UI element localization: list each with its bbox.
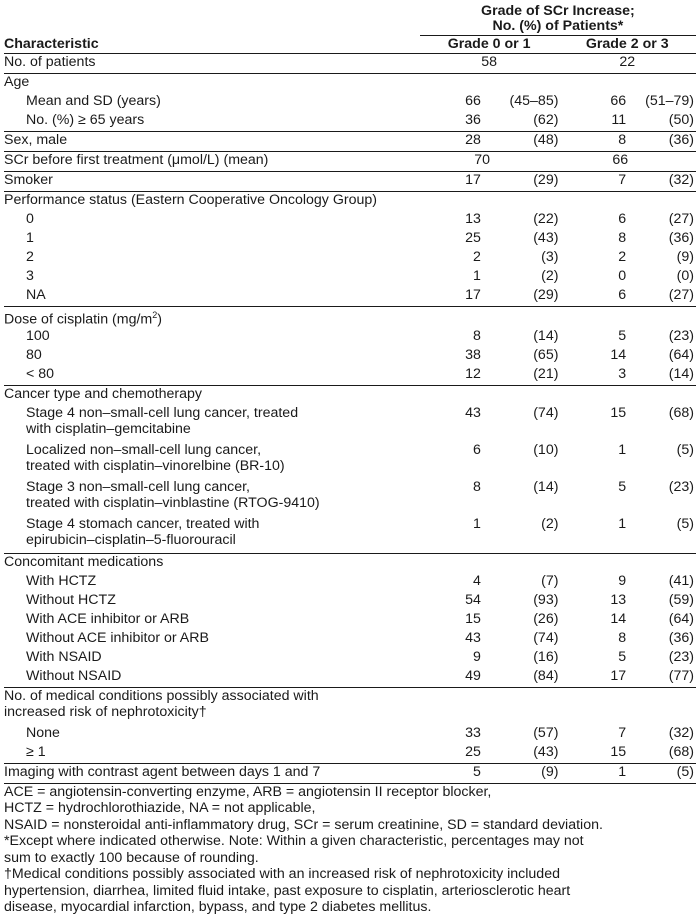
row-label: No. (%) ≥ 65 years (4, 112, 420, 132)
row-label (4, 442, 420, 479)
cell-count: 8 (473, 327, 481, 344)
cell-percent: (9) (676, 248, 694, 265)
cell-percent: (21) (487, 366, 559, 386)
row-label-line: with cisplatin–gemcitabine (26, 421, 191, 438)
cell-percent: (41) (668, 572, 694, 589)
cell-percent: (36) (632, 131, 696, 151)
cell-count: 1 (618, 441, 627, 458)
row-label: < 80 (4, 366, 420, 386)
cell-percent: (2) (487, 516, 559, 554)
footnotes (4, 783, 696, 916)
cell-count: 8 (618, 229, 627, 246)
cell-percent: (32) (632, 171, 696, 191)
table-row (4, 347, 696, 366)
cell-count: 66 (610, 92, 627, 109)
cell-percent: (32) (668, 724, 694, 741)
cell-percent: (2) (541, 267, 559, 284)
cell-count: 49 (420, 668, 487, 688)
header-row-group (4, 4, 696, 36)
row-label-line: treated with cisplatin–vinblastine (RTOG-9410) (26, 495, 320, 512)
cell-count: 14 (610, 346, 627, 363)
section-header-row (4, 553, 696, 573)
cell-value: 58 (420, 53, 559, 73)
section-label-close: ) (157, 311, 162, 328)
section-header-row (4, 191, 696, 211)
row-label: ≥ 1 (4, 744, 420, 764)
table-row (4, 211, 696, 230)
cell-count: 28 (420, 131, 487, 151)
characteristic-header: Characteristic (4, 36, 420, 54)
cell-percent: (10) (533, 441, 559, 458)
cell-percent: (3) (541, 248, 559, 265)
cell-count: 38 (465, 346, 481, 363)
cell-count: 14 (610, 610, 627, 627)
superscript: 2 (152, 309, 158, 320)
section-header-row (4, 73, 696, 93)
table-row (4, 744, 696, 764)
grade23-header: Grade 2 or 3 (558, 36, 696, 54)
cell-percent: (14) (533, 478, 559, 495)
row-label: No. of patients (4, 53, 420, 73)
cell-count: 0 (618, 267, 627, 284)
cell-percent: (77) (632, 668, 696, 688)
cell-percent: (43) (487, 744, 559, 764)
row-label: None (26, 724, 60, 741)
cell-percent: (74) (533, 404, 559, 421)
row-label-line: epirubicin–cisplatin–5-fluorouracil (26, 532, 236, 549)
cell-percent: (0) (676, 267, 694, 284)
cell-count: 8 (558, 131, 632, 151)
row-label: 3 (26, 267, 34, 284)
footnote-asterisk: *Except where indicated otherwise. Note: Within a given characteristic, percentages may not (4, 833, 584, 850)
row-label-line: treated with cisplatin–vinorelbine (BR-10) (26, 458, 285, 475)
cell-count: 25 (465, 229, 481, 246)
section-header-row (4, 687, 696, 725)
table-row (4, 131, 696, 151)
row-label: Imaging with contrast agent between days 1 and 7 (4, 763, 420, 783)
row-label: SCr before first treatment (μmol/L) (mean) (4, 151, 420, 171)
cell-count: 2 (618, 248, 627, 265)
section-label: Age (4, 73, 30, 90)
cell-percent: (36) (668, 629, 694, 646)
section-label-line: No. of medical conditions possibly associated with (4, 687, 319, 704)
table-row (4, 151, 696, 171)
table-row (4, 592, 696, 611)
table-row (4, 366, 696, 386)
section-label-text: Dose of cisplatin (mg/m (4, 311, 153, 328)
cell-count: 5 (420, 763, 487, 783)
table-row (4, 725, 696, 744)
row-label: Smoker (4, 171, 420, 191)
cell-count: 43 (465, 404, 481, 421)
cell-count: 36 (420, 112, 487, 132)
table-row (4, 268, 696, 287)
cell-count: 17 (558, 668, 632, 688)
row-label-line: Stage 3 non–small-cell lung cancer, (26, 478, 250, 495)
table-row (4, 649, 696, 668)
cell-value: 66 (558, 151, 696, 171)
table-row (4, 53, 696, 73)
table-row (4, 249, 696, 268)
row-label (4, 516, 420, 554)
table-row (4, 479, 696, 516)
grade-group-header (420, 4, 696, 36)
cell-count: 4 (473, 572, 481, 589)
cell-percent: (9) (487, 763, 559, 783)
cell-count: 15 (465, 610, 481, 627)
row-label: Without HCTZ (26, 591, 116, 608)
table-row (4, 763, 696, 783)
cell-count: 1 (420, 516, 487, 554)
cell-count: 2 (473, 248, 481, 265)
cell-count: 5 (618, 648, 627, 665)
header-row-columns (4, 36, 696, 54)
cell-percent: (43) (533, 229, 559, 246)
cell-percent: (5) (632, 516, 696, 554)
cell-percent: (45–85) (509, 92, 559, 109)
section-label-line: increased risk of nephrotoxicity† (4, 704, 207, 721)
table-row (4, 442, 696, 479)
table-row (4, 93, 696, 112)
cell-percent: (27) (632, 287, 696, 307)
row-label-line: Localized non–small-cell lung cancer, (26, 441, 262, 458)
cell-count: 15 (558, 744, 632, 764)
cell-percent: (51–79) (645, 92, 694, 109)
cell-percent: (22) (533, 210, 559, 227)
cell-count: 1 (473, 267, 481, 284)
table-row (4, 630, 696, 649)
row-label-line: Stage 4 stomach cancer, treated with (26, 515, 260, 532)
cell-percent: (16) (533, 648, 559, 665)
section-header-row (4, 306, 696, 328)
cell-count: 8 (618, 629, 627, 646)
cell-count: 17 (420, 287, 487, 307)
cell-percent: (68) (668, 404, 694, 421)
table-row (4, 405, 696, 442)
row-label: 2 (26, 248, 34, 265)
cell-percent: (36) (668, 229, 694, 246)
cell-percent: (14) (533, 327, 559, 344)
footnote-dagger: †Medical conditions possibly associated with an increased risk of nephrotoxicity included (4, 866, 560, 883)
table-row (4, 573, 696, 592)
footnote-abbreviations: HCTZ = hydrochlorothiazide, NA = not applicable, (4, 800, 316, 817)
cell-count: 66 (465, 92, 481, 109)
cell-count: 5 (618, 478, 627, 495)
cell-count: 13 (465, 210, 481, 227)
table-row (4, 516, 696, 554)
footnote-dagger: hypertension, diarrhea, limited fluid intake, past exposure to cisplatin, arteriosclerotic heart (4, 882, 571, 899)
table-row (4, 668, 696, 688)
footnote-dagger: disease, myocardial infarction, bypass, and type 2 diabetes mellitus. (4, 899, 432, 916)
footnote-abbreviations: ACE = angiotensin-converting enzyme, ARB = angiotensin II receptor blocker, (4, 783, 492, 800)
row-label: Mean and SD (years) (26, 92, 161, 109)
cell-count: 7 (618, 724, 627, 741)
cell-percent: (29) (487, 171, 559, 191)
cell-count: 6 (473, 441, 481, 458)
footnote-asterisk: sum to exactly 100 because of rounding. (4, 849, 259, 866)
cell-count: 1 (558, 516, 632, 554)
row-label (4, 479, 420, 516)
row-label: Without ACE inhibitor or ARB (26, 629, 209, 646)
cell-percent: (62) (487, 112, 559, 132)
cell-count: 9 (618, 572, 627, 589)
table-row (4, 112, 696, 132)
cell-count: 15 (610, 404, 627, 421)
cell-percent: (23) (668, 478, 694, 495)
cell-percent: (14) (632, 366, 696, 386)
cell-percent: (26) (533, 610, 559, 627)
cell-percent: (23) (668, 327, 694, 344)
row-label: 0 (26, 210, 34, 227)
grade01-header: Grade 0 or 1 (420, 36, 559, 54)
section-label: Performance status (Eastern Cooperative Oncology Group) (4, 191, 377, 208)
cell-percent: (50) (632, 112, 696, 132)
cell-percent: (93) (533, 591, 559, 608)
cell-count: 1 (558, 763, 632, 783)
cell-percent: (5) (676, 441, 694, 458)
cell-percent: (29) (487, 287, 559, 307)
section-label (4, 306, 696, 328)
cell-count: 8 (473, 478, 481, 495)
cell-percent: (48) (487, 131, 559, 151)
cell-count: 43 (465, 629, 481, 646)
cell-percent: (7) (541, 572, 559, 589)
cell-value: 70 (420, 151, 559, 171)
cell-percent: (64) (668, 610, 694, 627)
section-label: Cancer type and chemotherapy (4, 385, 202, 402)
cell-count: 6 (618, 210, 627, 227)
section-label (4, 687, 696, 725)
row-label: 80 (26, 346, 42, 363)
cell-percent: (5) (632, 763, 696, 783)
cell-count: 6 (558, 287, 632, 307)
footnote-row (4, 783, 696, 916)
cell-percent: (27) (668, 210, 694, 227)
cell-count: 25 (420, 744, 487, 764)
cell-count: 11 (558, 112, 632, 132)
cell-count: 54 (465, 591, 481, 608)
cell-percent: (68) (632, 744, 696, 764)
cell-value: 22 (558, 53, 696, 73)
cell-percent: (23) (668, 648, 694, 665)
cell-percent: (57) (533, 724, 559, 741)
cell-count: 12 (420, 366, 487, 386)
row-label: With HCTZ (26, 572, 97, 589)
characteristics-table (4, 4, 696, 916)
row-label: With NSAID (26, 648, 102, 665)
table-row (4, 287, 696, 307)
row-label-line: Stage 4 non–small-cell lung cancer, treated (26, 404, 299, 421)
cell-count: 3 (558, 366, 632, 386)
cell-percent: (74) (533, 629, 559, 646)
cell-count: 5 (618, 327, 627, 344)
cell-count: 17 (420, 171, 487, 191)
footnote-abbreviations: NSAID = nonsteroidal anti-inflammatory drug, SCr = serum creatinine, SD = standard deviation. (4, 816, 603, 833)
row-label: With ACE inhibitor or ARB (26, 610, 190, 627)
row-label: 1 (26, 229, 34, 246)
cell-percent: (59) (668, 591, 694, 608)
section-label: Concomitant medications (4, 553, 164, 570)
cell-percent: (64) (668, 346, 694, 363)
cell-count: 9 (473, 648, 481, 665)
cell-percent: (84) (487, 668, 559, 688)
table-row (4, 171, 696, 191)
row-label: 100 (26, 327, 50, 344)
grade-group-subtitle: No. (%) of Patients* (492, 18, 624, 34)
cell-count: 33 (465, 724, 481, 741)
row-label (4, 405, 420, 442)
cell-count: 13 (610, 591, 627, 608)
row-label: Without NSAID (4, 668, 420, 688)
table-row (4, 230, 696, 249)
grade-group-title: Grade of SCr Increase; (481, 3, 635, 19)
table-row (4, 611, 696, 630)
row-label: Sex, male (4, 131, 420, 151)
cell-count: 7 (558, 171, 632, 191)
table-row (4, 328, 696, 347)
cell-percent: (65) (533, 346, 559, 363)
row-label: NA (4, 287, 420, 307)
section-header-row (4, 385, 696, 405)
